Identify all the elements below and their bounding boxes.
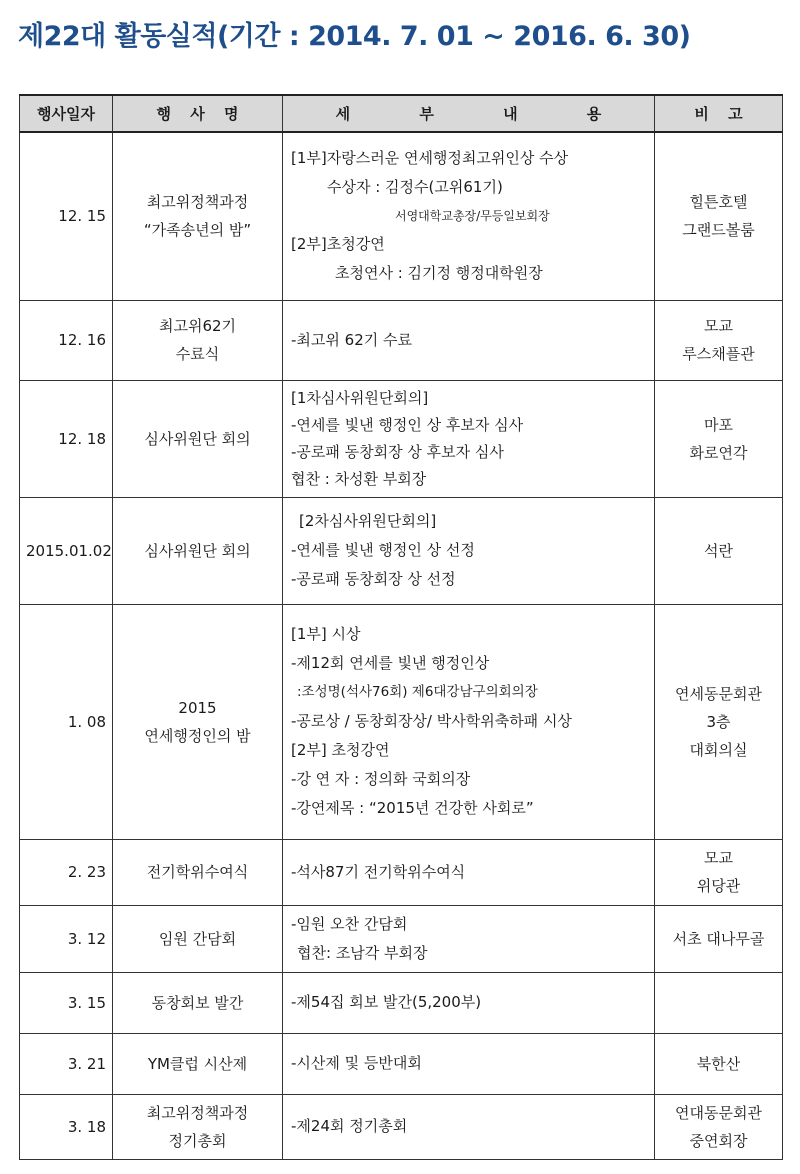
event-date: 3. 21 <box>20 1033 113 1094</box>
note-line: 위당관 <box>696 877 741 895</box>
event-name-line: YM클럽 시산제 <box>147 1054 248 1073</box>
table-row <box>20 497 783 604</box>
note-line: 연대동문회관 <box>675 1103 762 1122</box>
event-note <box>655 380 783 497</box>
event-detail <box>283 1094 655 1159</box>
detail-line: -제12회 연세를 빛낸 행정인상 <box>291 654 490 672</box>
event-date: 2015.01.02 <box>20 497 113 604</box>
detail-line: -강 연 자 : 정의화 국회의장 <box>291 770 471 788</box>
event-detail <box>283 132 655 300</box>
event-name <box>113 1033 283 1094</box>
note-line: 3층 <box>706 712 731 731</box>
event-date: 3. 12 <box>20 905 113 972</box>
note-line: 마포 <box>704 415 733 434</box>
detail-line: 협찬 : 차성환 부회장 <box>291 469 427 488</box>
note-line: 중연회장 <box>689 1131 748 1150</box>
table-row <box>20 380 783 497</box>
detail-line: -공로패 동창회장 상 선정 <box>291 570 456 588</box>
event-name <box>113 132 283 300</box>
table-row <box>20 839 783 905</box>
event-name-line: 최고위정책과정 <box>146 1103 249 1122</box>
event-name <box>113 300 283 380</box>
event-name <box>113 839 283 905</box>
event-note <box>655 1033 783 1094</box>
event-note <box>655 1094 783 1159</box>
event-name <box>113 497 283 604</box>
event-detail <box>283 380 655 497</box>
event-name <box>113 1094 283 1159</box>
event-note <box>655 839 783 905</box>
note-line: 북한산 <box>696 1054 741 1073</box>
table-header-row <box>20 95 783 132</box>
event-note <box>655 905 783 972</box>
event-date: 1. 08 <box>20 604 113 839</box>
event-detail <box>283 300 655 380</box>
event-name <box>113 905 283 972</box>
detail-line: [2부]초청강연 <box>291 235 385 254</box>
detail-line: 협찬: 조남각 부회장 <box>297 943 428 962</box>
detail-line: 초청연사 : 김기정 행정대학원장 <box>335 264 543 283</box>
event-detail <box>283 905 655 972</box>
event-name-line: 연세행정인의 밤 <box>144 726 251 745</box>
table-row <box>20 300 783 380</box>
table-row <box>20 132 783 300</box>
event-name-line: 동창회보 발간 <box>151 993 244 1012</box>
event-date: 12. 15 <box>20 132 113 300</box>
header-date: 행사일자 <box>20 95 113 132</box>
event-date: 2. 23 <box>20 839 113 905</box>
page-title: 제22대 활동실적(기간 : 2014. 7. 01 ~ 2016. 6. 30) <box>18 21 691 52</box>
note-line: 화로연각 <box>689 443 748 462</box>
detail-line: 수상자 : 김정수(고위61기) <box>327 178 503 197</box>
event-note <box>655 132 783 300</box>
event-note <box>655 604 783 839</box>
note-line: 서초 대나무골 <box>672 929 765 948</box>
note-line: 힐튼호텔 <box>689 193 748 212</box>
event-name-line: 최고위정책과정 <box>146 193 249 212</box>
note-line: 모교 <box>704 317 733 335</box>
detail-line: -석사87기 전기학위수여식 <box>291 862 466 881</box>
detail-line: [1부] 시상 <box>291 625 361 643</box>
event-note <box>655 300 783 380</box>
detail-line: -공로상 / 동창회장상/ 박사학위축하패 시상 <box>291 712 572 730</box>
event-detail <box>283 604 655 839</box>
event-name-line: 수료식 <box>175 345 220 363</box>
detail-line: -임원 오찬 간담회 <box>291 914 408 933</box>
detail-line: -최고위 62기 수료 <box>291 330 412 349</box>
activity-table <box>19 94 783 1160</box>
event-name-line: 임원 간담회 <box>158 929 237 948</box>
event-detail <box>283 839 655 905</box>
event-note <box>655 972 783 1033</box>
detail-line: [1차심사위원단회의] <box>291 388 429 407</box>
event-date: 12. 18 <box>20 380 113 497</box>
detail-line: [2차심사위원단회의] <box>299 512 437 530</box>
note-line: 모교 <box>704 849 733 867</box>
note-line: 대회의실 <box>689 740 748 759</box>
event-name-line: “가족송년의 밤” <box>143 221 252 240</box>
event-name <box>113 604 283 839</box>
event-name-line: 심사위원단 회의 <box>144 429 251 448</box>
detail-line: -공로패 동창회장 상 후보자 심사 <box>291 442 504 461</box>
detail-line: :조성명(석사76회) 제6대강남구의회의장 <box>297 684 538 700</box>
table-row <box>20 905 783 972</box>
note-line: 연세동문회관 <box>675 684 762 703</box>
event-detail <box>283 1033 655 1094</box>
event-note <box>655 497 783 604</box>
detail-line: -제54집 회보 발간(5,200부) <box>291 993 482 1011</box>
detail-line: -시산제 및 등반대회 <box>291 1054 422 1072</box>
detail-line: [2부] 초청강연 <box>291 741 390 759</box>
event-date: 12. 16 <box>20 300 113 380</box>
event-name-line: 정기총회 <box>168 1131 227 1150</box>
table-row <box>20 1094 783 1159</box>
event-name-line: 심사위원단 회의 <box>144 541 251 560</box>
event-detail <box>283 497 655 604</box>
note-line: 루스채플관 <box>682 345 755 363</box>
table-row <box>20 604 783 839</box>
detail-line: [1부]자랑스러운 연세행정최고위인상 수상 <box>291 149 569 168</box>
table-row <box>20 972 783 1033</box>
header-note: 비 고 <box>655 95 783 132</box>
note-line: 석란 <box>704 541 733 560</box>
detail-line: -연세를 빛낸 행정인 상 선정 <box>291 541 475 559</box>
event-name <box>113 972 283 1033</box>
event-detail <box>283 972 655 1033</box>
table-row <box>20 1033 783 1094</box>
event-name <box>113 380 283 497</box>
event-name-line: 최고위62기 <box>158 317 237 335</box>
header-detail: 세 부 내 용 <box>283 95 655 132</box>
detail-line: -강연제목 : “2015년 건강한 사회로” <box>291 799 534 817</box>
event-date: 3. 18 <box>20 1094 113 1159</box>
detail-line: 서영대학교총장/무등일보회장 <box>395 209 550 224</box>
note-line: 그랜드볼룸 <box>682 221 755 240</box>
detail-line: -연세를 빛낸 행정인 상 후보자 심사 <box>291 415 524 434</box>
event-name-line: 전기학위수여식 <box>146 863 249 881</box>
event-date: 3. 15 <box>20 972 113 1033</box>
detail-line: -제24회 정기총회 <box>291 1117 408 1135</box>
event-name-line: 2015 <box>178 698 217 717</box>
header-event-name: 행 사 명 <box>113 95 283 132</box>
